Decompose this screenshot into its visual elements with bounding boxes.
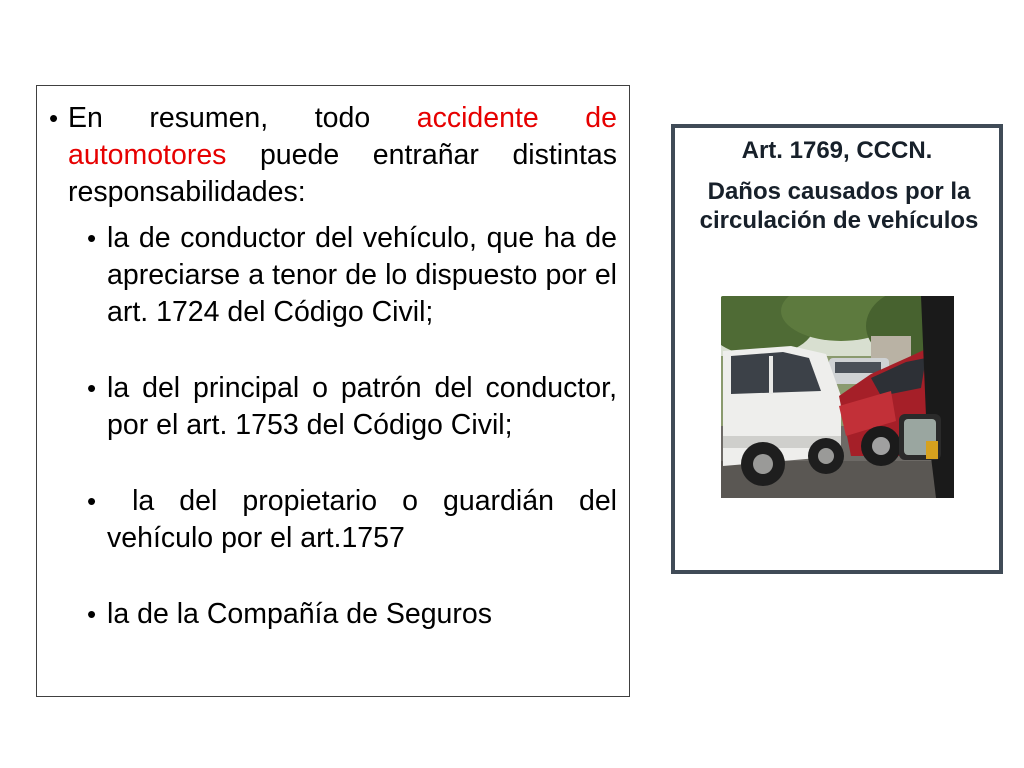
sub-bullet-seguros <box>49 596 617 633</box>
content-text-box <box>36 85 630 697</box>
card-subtitle: Daños causados por la circulación de vehículos <box>699 178 979 234</box>
sub-bullet-text: la del principal o patrón del conductor, por el art. 1753 del Código Civil; <box>107 372 617 441</box>
sub-bullet-principal <box>49 370 617 444</box>
car-crash-photo <box>721 296 954 498</box>
bullet-dot: • <box>49 103 59 133</box>
bullet-dot: • <box>87 223 97 253</box>
bullet-dot: • <box>87 373 97 403</box>
sub-bullet-text: la del propietario o guardián del vehículo por el art.1757 <box>107 485 625 554</box>
intro-bullet <box>49 100 617 211</box>
card-title: Art. 1769, CCCN. <box>741 137 933 164</box>
intro-text-pre: En resumen, todo <box>68 102 417 134</box>
intro-text-highlight: accidente de automotores <box>68 102 617 171</box>
article-card <box>671 124 1003 574</box>
sub-bullet-text: la de la Compañía de Seguros <box>107 598 493 630</box>
sub-bullet-propietario <box>49 483 625 557</box>
bullet-dot: • <box>87 599 97 629</box>
bullet-dot: • <box>87 486 97 516</box>
intro-text-post: puede entrañar distintas responsabilidades: <box>68 139 617 208</box>
sub-bullet-conductor <box>49 220 617 331</box>
sub-bullet-text: la de conductor del vehículo, que ha de apreciarse a tenor de lo dispuesto por el art. 1724 del Código Civil; <box>107 222 617 328</box>
